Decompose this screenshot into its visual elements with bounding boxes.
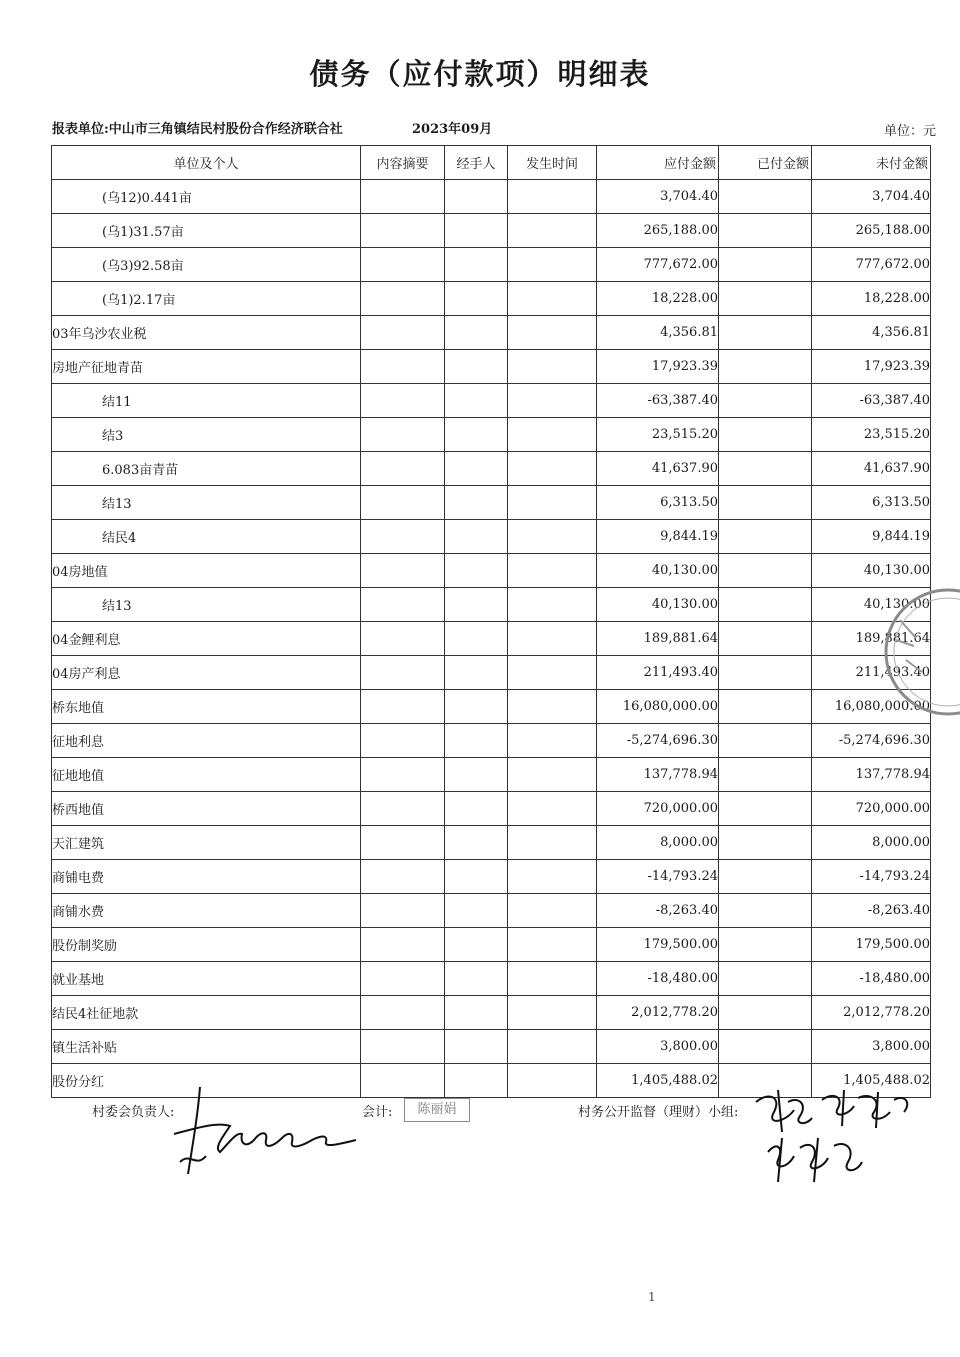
cell-summary (361, 588, 445, 622)
col-summary: 内容摘要 (361, 146, 445, 180)
cell-paid (719, 214, 812, 248)
cell-unpaid: -14,793.24 (812, 860, 931, 894)
cell-date (508, 724, 597, 758)
cell-summary (361, 350, 445, 384)
cell-paid (719, 724, 812, 758)
cell-paid (719, 486, 812, 520)
cell-unpaid: 18,228.00 (812, 282, 931, 316)
cell-party: 商铺电费 (52, 860, 361, 894)
col-paid: 已付金额 (719, 146, 812, 180)
cell-party: 股份制奖励 (52, 928, 361, 962)
cell-handler (445, 350, 508, 384)
cell-handler (445, 384, 508, 418)
cell-date (508, 792, 597, 826)
cell-handler (445, 928, 508, 962)
cell-payable: 211,493.40 (597, 656, 719, 690)
cell-handler (445, 1030, 508, 1064)
cell-date (508, 758, 597, 792)
table-row (52, 214, 931, 248)
cell-party: 房地产征地青苗 (52, 350, 361, 384)
cell-summary (361, 248, 445, 282)
cell-payable: 18,228.00 (597, 282, 719, 316)
cell-unpaid: 16,080,000.00 (812, 690, 931, 724)
cell-unpaid: 3,704.40 (812, 180, 931, 214)
cell-handler (445, 418, 508, 452)
cell-party: 镇生活补贴 (52, 1030, 361, 1064)
cell-handler (445, 1064, 508, 1098)
cell-paid (719, 758, 812, 792)
cell-date (508, 248, 597, 282)
cell-summary (361, 690, 445, 724)
cell-payable: 23,515.20 (597, 418, 719, 452)
cell-summary (361, 452, 445, 486)
table-row (52, 316, 931, 350)
cell-party: (乌12)0.441亩 (52, 180, 361, 214)
table-row (52, 724, 931, 758)
cell-paid (719, 316, 812, 350)
table-row (52, 520, 931, 554)
cell-party: 桥东地值 (52, 690, 361, 724)
table-row (52, 452, 931, 486)
cell-date (508, 180, 597, 214)
table-row (52, 418, 931, 452)
cell-payable: 189,881.64 (597, 622, 719, 656)
reporting-unit: 报表单位:中山市三角镇结民村股份合作经济联合社 (52, 122, 343, 137)
cell-unpaid: 1,405,488.02 (812, 1064, 931, 1098)
col-payable: 应付金额 (597, 146, 719, 180)
cell-date (508, 418, 597, 452)
cell-paid (719, 282, 812, 316)
table-row (52, 282, 931, 316)
cell-party: 股份分红 (52, 1064, 361, 1098)
cell-date (508, 656, 597, 690)
cell-summary (361, 962, 445, 996)
cell-unpaid: 4,356.81 (812, 316, 931, 350)
cell-unpaid: 2,012,778.20 (812, 996, 931, 1030)
cell-party: 天汇建筑 (52, 826, 361, 860)
cell-date (508, 826, 597, 860)
cell-summary (361, 724, 445, 758)
page-number: 1 (648, 1290, 656, 1304)
cell-party: 04房产利息 (52, 656, 361, 690)
cell-payable: -14,793.24 (597, 860, 719, 894)
cell-party: (乌1)2.17亩 (52, 282, 361, 316)
table-row (52, 1030, 931, 1064)
cell-handler (445, 690, 508, 724)
table-header-row (52, 146, 931, 180)
cell-party: 结13 (52, 588, 361, 622)
cell-paid (719, 1030, 812, 1064)
table-row (52, 894, 931, 928)
cell-handler (445, 860, 508, 894)
cell-date (508, 860, 597, 894)
cell-payable: -8,263.40 (597, 894, 719, 928)
cell-handler (445, 758, 508, 792)
cell-paid (719, 520, 812, 554)
cell-party: 04金鲤利息 (52, 622, 361, 656)
table-body (52, 180, 931, 1098)
cell-unpaid: 6,313.50 (812, 486, 931, 520)
cell-date (508, 350, 597, 384)
cell-unpaid: 137,778.94 (812, 758, 931, 792)
cell-date (508, 588, 597, 622)
official-seal (870, 580, 960, 730)
debt-detail-table (51, 145, 931, 1098)
table-row (52, 758, 931, 792)
cell-date (508, 690, 597, 724)
table-row (52, 996, 931, 1030)
table-row (52, 486, 931, 520)
cell-paid (719, 350, 812, 384)
cell-unpaid: 9,844.19 (812, 520, 931, 554)
col-unpaid: 未付金额 (812, 146, 931, 180)
cell-date (508, 486, 597, 520)
cell-paid (719, 656, 812, 690)
cell-unpaid: 3,800.00 (812, 1030, 931, 1064)
cell-paid (719, 452, 812, 486)
table-row (52, 384, 931, 418)
cell-party: 结13 (52, 486, 361, 520)
table-row (52, 860, 931, 894)
cell-paid (719, 860, 812, 894)
cell-summary (361, 520, 445, 554)
cell-date (508, 316, 597, 350)
cell-unpaid: 189,881.64 (812, 622, 931, 656)
cell-payable: 6,313.50 (597, 486, 719, 520)
table-row (52, 656, 931, 690)
cell-unpaid: 211,493.40 (812, 656, 931, 690)
cell-unpaid: 40,130.00 (812, 588, 931, 622)
cell-handler (445, 180, 508, 214)
cell-handler (445, 622, 508, 656)
cell-party: 04房地值 (52, 554, 361, 588)
cell-summary (361, 180, 445, 214)
cell-payable: -18,480.00 (597, 962, 719, 996)
cell-date (508, 928, 597, 962)
cell-handler (445, 282, 508, 316)
cell-paid (719, 418, 812, 452)
cell-date (508, 452, 597, 486)
cell-payable: -63,387.40 (597, 384, 719, 418)
cell-party: 结民4社征地款 (52, 996, 361, 1030)
cell-date (508, 214, 597, 248)
cell-party: 商铺水费 (52, 894, 361, 928)
accountant-name-stamp: 陈丽娟 (404, 1098, 470, 1122)
cell-payable: 40,130.00 (597, 554, 719, 588)
cell-unpaid: 23,515.20 (812, 418, 931, 452)
cell-payable: 8,000.00 (597, 826, 719, 860)
cell-paid (719, 622, 812, 656)
cell-date (508, 282, 597, 316)
supervision-group-label: 村务公开监督（理财）小组: (578, 1105, 739, 1120)
cell-summary (361, 214, 445, 248)
table-row (52, 588, 931, 622)
cell-party: 桥西地值 (52, 792, 361, 826)
cell-party: 征地利息 (52, 724, 361, 758)
committee-head-signature (170, 1082, 370, 1182)
committee-head-label: 村委会负责人: (92, 1105, 175, 1120)
cell-summary (361, 282, 445, 316)
cell-summary (361, 1030, 445, 1064)
cell-unpaid: 17,923.39 (812, 350, 931, 384)
cell-handler (445, 248, 508, 282)
cell-paid (719, 894, 812, 928)
cell-handler (445, 588, 508, 622)
cell-summary (361, 384, 445, 418)
table-row (52, 928, 931, 962)
cell-handler (445, 316, 508, 350)
cell-paid (719, 792, 812, 826)
cell-date (508, 894, 597, 928)
cell-payable: 265,188.00 (597, 214, 719, 248)
cell-handler (445, 656, 508, 690)
cell-paid (719, 928, 812, 962)
cell-party: 6.083亩青苗 (52, 452, 361, 486)
cell-handler (445, 792, 508, 826)
table-row (52, 962, 931, 996)
cell-date (508, 996, 597, 1030)
cell-payable: 40,130.00 (597, 588, 719, 622)
cell-handler (445, 214, 508, 248)
cell-handler (445, 894, 508, 928)
cell-handler (445, 554, 508, 588)
cell-payable: 17,923.39 (597, 350, 719, 384)
cell-summary (361, 792, 445, 826)
cell-party: 结11 (52, 384, 361, 418)
cell-paid (719, 554, 812, 588)
table-row (52, 690, 931, 724)
cell-paid (719, 588, 812, 622)
cell-date (508, 1064, 597, 1098)
cell-date (508, 622, 597, 656)
cell-summary (361, 826, 445, 860)
cell-summary (361, 554, 445, 588)
cell-summary (361, 894, 445, 928)
currency-unit: 单位：元 (883, 124, 936, 139)
cell-unpaid: 720,000.00 (812, 792, 931, 826)
cell-handler (445, 962, 508, 996)
cell-summary (361, 928, 445, 962)
cell-summary (361, 486, 445, 520)
cell-summary (361, 418, 445, 452)
table-row (52, 826, 931, 860)
cell-payable: 1,405,488.02 (597, 1064, 719, 1098)
cell-paid (719, 962, 812, 996)
cell-paid (719, 384, 812, 418)
cell-payable: 3,800.00 (597, 1030, 719, 1064)
cell-summary (361, 316, 445, 350)
cell-unpaid: -5,274,696.30 (812, 724, 931, 758)
col-party: 单位及个人 (52, 146, 361, 180)
cell-party: 03年乌沙农业税 (52, 316, 361, 350)
cell-date (508, 1030, 597, 1064)
table-row (52, 248, 931, 282)
table-row (52, 350, 931, 384)
cell-date (508, 962, 597, 996)
cell-date (508, 384, 597, 418)
cell-handler (445, 724, 508, 758)
cell-handler (445, 452, 508, 486)
table-row (52, 180, 931, 214)
accountant-label: 会计: (362, 1105, 393, 1120)
cell-unpaid: 179,500.00 (812, 928, 931, 962)
cell-party: 征地地值 (52, 758, 361, 792)
cell-payable: 137,778.94 (597, 758, 719, 792)
page-title: 债务（应付款项）明细表 (309, 57, 651, 91)
cell-summary (361, 758, 445, 792)
col-handler: 经手人 (445, 146, 508, 180)
cell-paid (719, 996, 812, 1030)
cell-payable: 4,356.81 (597, 316, 719, 350)
cell-handler (445, 996, 508, 1030)
cell-party: (乌1)31.57亩 (52, 214, 361, 248)
cell-unpaid: 777,672.00 (812, 248, 931, 282)
cell-payable: 179,500.00 (597, 928, 719, 962)
supervision-group-signatures (748, 1082, 918, 1192)
cell-unpaid: 8,000.00 (812, 826, 931, 860)
table-row (52, 792, 931, 826)
table-row (52, 622, 931, 656)
cell-summary (361, 996, 445, 1030)
cell-date (508, 520, 597, 554)
table-row (52, 554, 931, 588)
cell-party: 结民4 (52, 520, 361, 554)
cell-payable: 9,844.19 (597, 520, 719, 554)
cell-unpaid: 40,130.00 (812, 554, 931, 588)
cell-paid (719, 180, 812, 214)
cell-paid (719, 248, 812, 282)
cell-unpaid: -8,263.40 (812, 894, 931, 928)
cell-paid (719, 826, 812, 860)
cell-payable: -5,274,696.30 (597, 724, 719, 758)
cell-party: 结3 (52, 418, 361, 452)
cell-summary (361, 622, 445, 656)
cell-payable: 777,672.00 (597, 248, 719, 282)
cell-summary (361, 1064, 445, 1098)
cell-handler (445, 486, 508, 520)
cell-unpaid: 265,188.00 (812, 214, 931, 248)
cell-paid (719, 690, 812, 724)
col-date: 发生时间 (508, 146, 597, 180)
cell-payable: 720,000.00 (597, 792, 719, 826)
cell-party: 就业基地 (52, 962, 361, 996)
cell-payable: 41,637.90 (597, 452, 719, 486)
cell-payable: 2,012,778.20 (597, 996, 719, 1030)
cell-payable: 3,704.40 (597, 180, 719, 214)
cell-unpaid: -18,480.00 (812, 962, 931, 996)
cell-handler (445, 520, 508, 554)
cell-payable: 16,080,000.00 (597, 690, 719, 724)
cell-date (508, 554, 597, 588)
cell-unpaid: 41,637.90 (812, 452, 931, 486)
cell-unpaid: -63,387.40 (812, 384, 931, 418)
cell-party: (乌3)92.58亩 (52, 248, 361, 282)
cell-handler (445, 826, 508, 860)
report-period: 2023年09月 (412, 122, 493, 137)
cell-summary (361, 656, 445, 690)
cell-summary (361, 860, 445, 894)
